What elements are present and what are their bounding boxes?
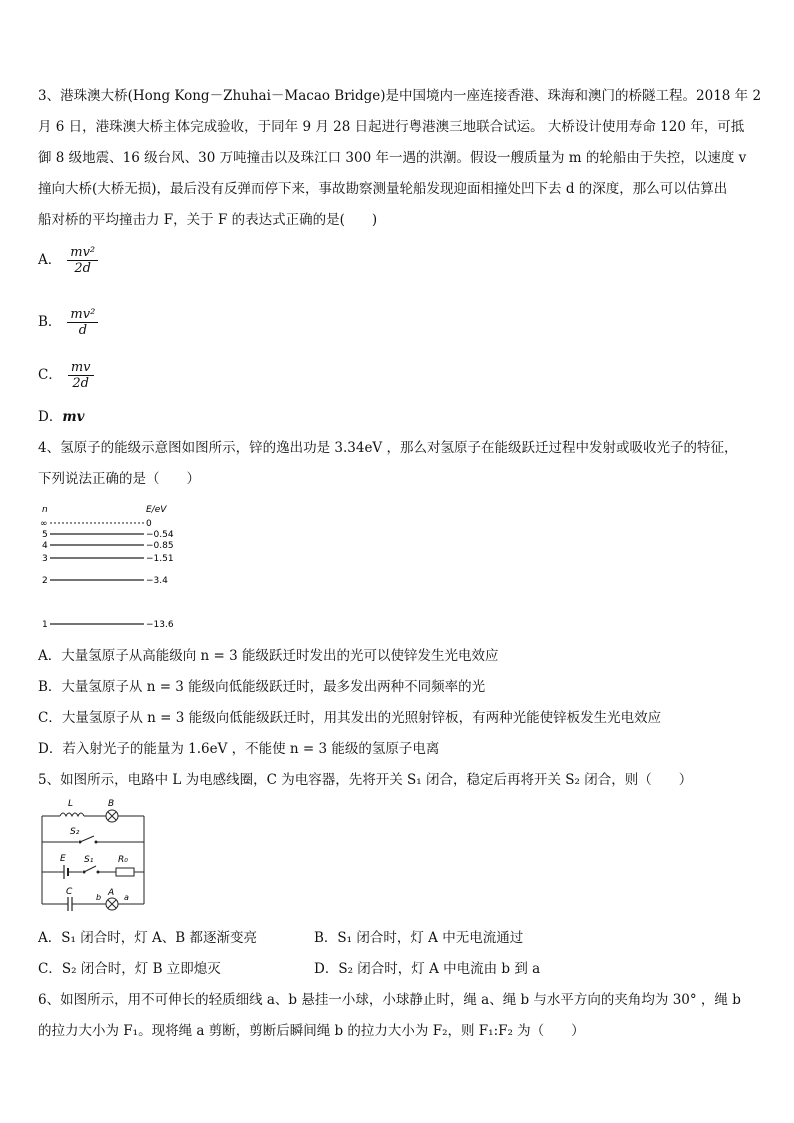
option-label: B． [38, 314, 62, 330]
label-C: C [66, 887, 73, 897]
q3-line-5: 船对桥的平均撞击力 F，关于 F 的表达式正确的是( ) [38, 212, 378, 228]
q3-line-3: 御 8 级地震、16 级台风、30 万吨撞击以及珠江口 300 年一遇的洪潮。假设一艘质量为 m 的轮船由于失控，以速度 v [38, 150, 747, 166]
numerator: mv [68, 360, 94, 376]
label-b: b [96, 893, 102, 902]
switch-s1-icon [84, 866, 96, 872]
label-S1: S₁ [84, 855, 94, 865]
level-n-3: 3 [42, 554, 48, 564]
q5-line-1: 5、如图所示，电路中 L 为电感线圈，C 为电容器，先将开关 S₁ 闭合，稳定后再将开关 S₂ 闭合，则（ ） [38, 772, 693, 788]
level-e-1: −13.6 [146, 620, 174, 630]
q4-option-a[interactable]: A．大量氢原子从高能级向 n = 3 能级跃迁时发出的光可以使锌发生光电效应 [38, 648, 499, 664]
q5-option-c[interactable]: C．S₂ 闭合时，灯 B 立即熄灭 [38, 961, 221, 977]
label-L: L [68, 799, 74, 809]
q3-option-d[interactable] [38, 405, 84, 425]
q3-option-b[interactable] [38, 307, 98, 338]
q4-option-c[interactable]: C．大量氢原子从 n = 3 能级向低能级跃迁时，用其发出的光照射锌板，有两种光能使锌板发生光电效应 [38, 710, 662, 726]
level-e-inf: 0 [146, 519, 152, 529]
label-R0: R₀ [118, 855, 128, 865]
fraction [68, 360, 94, 391]
numerator: mv² [67, 307, 98, 323]
denominator: 2d [74, 261, 91, 276]
option-label: A． [38, 252, 62, 268]
label-S2: S₂ [70, 827, 80, 837]
fraction [67, 307, 98, 338]
q3-line-2: 月 6 日，港珠澳大桥主体完成验收，于同年 9 月 28 日起进行粤港澳三地联合试运。 大桥设计使用寿命 120 年，可抵 [38, 119, 745, 135]
level-e-4: −0.85 [146, 541, 174, 551]
option-label: D． [38, 409, 63, 425]
q3-line-4: 撞向大桥(大桥无损)，最后没有反弹而停下来，事故勘察测量轮船发现迎面相撞处凹下去 d 的深度，那么可以估算出 [38, 181, 728, 197]
switch-s2-icon [80, 836, 94, 842]
energy-axis-label: E/eV [146, 505, 167, 515]
inductor-coil [60, 813, 84, 816]
q5-option-a[interactable]: A．S₁ 闭合时，灯 A、B 都逐渐变亮 [38, 930, 257, 946]
q4-option-b[interactable]: B．大量氢原子从 n = 3 能级向低能级跃迁时，最多发出两种不同频率的光 [38, 679, 486, 695]
q5-option-d[interactable]: D．S₂ 闭合时，灯 A 中电流由 b 到 a [314, 961, 541, 977]
q4-option-d[interactable]: D．若入射光子的能量为 1.6eV ，不能使 n = 3 能级的氢原子电离 [38, 741, 440, 757]
option-label: C． [38, 367, 62, 383]
numerator: mv² [67, 245, 98, 261]
option-text: mv [62, 409, 85, 425]
q4-line-2: 下列说法正确的是（ ） [38, 471, 200, 487]
resistor-icon [116, 868, 134, 876]
q3-line-1: 3、港珠澳大桥(Hong Kong－Zhuhai－Macao Bridge)是中国境内一座连接香港、珠海和澳门的桥隧工程。2018 年 2 [38, 88, 762, 104]
level-e-2: −3.4 [146, 576, 168, 586]
q6-line-1: 6、如图所示，用不可伸长的轻质细线 a、b 悬挂一小球，小球静止时，绳 a、绳 b 与水平方向的夹角均为 30° ，绳 b [38, 992, 741, 1008]
fraction [67, 245, 98, 276]
q3-option-c[interactable] [38, 360, 94, 391]
level-e-3: −1.51 [146, 554, 174, 564]
label-E: E [60, 854, 66, 864]
label-a: a [124, 893, 129, 902]
level-n-1: 1 [42, 620, 48, 630]
q4-line-1: 4、氢原子的能级示意图如图所示，锌的逸出功是 3.34eV ，那么对氢原子在能级跃迁过程中发射或吸收光子的特征， [38, 440, 738, 456]
level-e-5: −0.54 [146, 530, 174, 540]
n-axis-label: n [42, 505, 48, 515]
level-n-inf: ∞ [40, 519, 48, 529]
denominator: 2d [72, 376, 89, 391]
q3-option-a[interactable] [38, 245, 98, 276]
label-A: A [108, 888, 115, 898]
q5-option-b[interactable]: B．S₁ 闭合时，灯 A 中无电流通过 [314, 930, 524, 946]
label-B: B [108, 799, 115, 809]
denominator: d [78, 323, 88, 338]
energy-level-diagram [36, 500, 196, 636]
level-n-2: 2 [42, 576, 48, 586]
q6-line-2: 的拉力大小为 F₁。现将绳 a 剪断，剪断后瞬间绳 b 的拉力大小为 F₂，则 F₁:F₂ 为（ ） [38, 1023, 585, 1039]
level-n-5: 5 [42, 530, 48, 540]
level-n-4: 4 [42, 541, 48, 551]
circuit-diagram [38, 796, 150, 920]
